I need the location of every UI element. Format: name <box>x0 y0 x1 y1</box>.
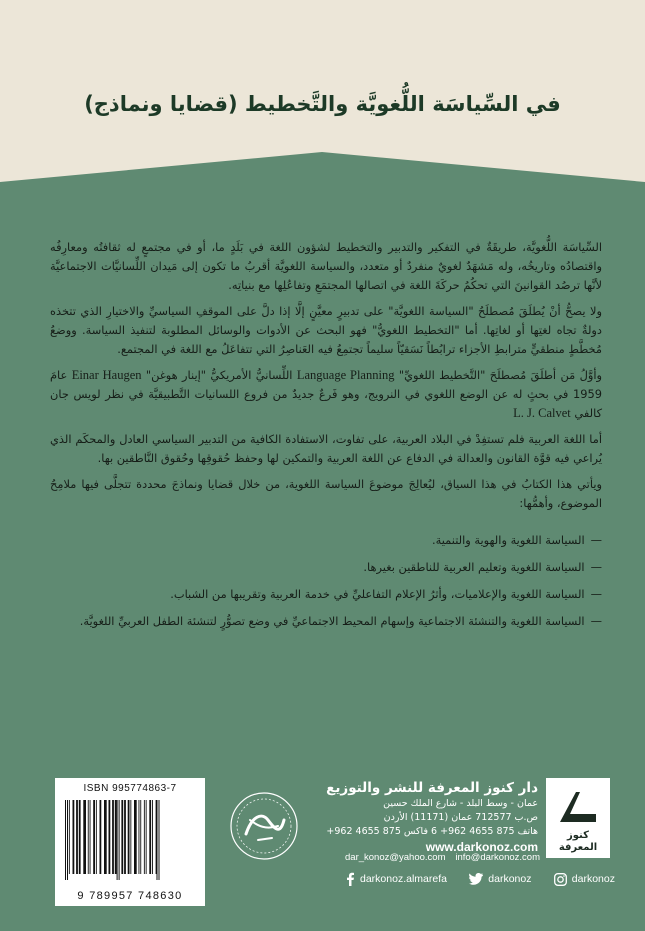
paragraph-2: ولا يصحُّ أنْ يُطلَقَ مُصطلَحُ "السياسة اللغويَّة" على تدبيرٍ معيَّنٍ إلَّا إذا دلَّ على الموقفِ السياسيِّ والاختيارِ الذي تتخذه دولةٌ تجاه لغتِها أو لغاتِها. أما "التخطيط اللغويُّ" فهو البحث عن الأدوات والوسائل المطلوبة لتنفيذ السياسة. ووضعُ مُخطَّطٍ منطقيٍّ مترابطِ الأجزاء ترابُطاً نَسَقيّاً سليماً تجتمِعُ فيه العَناصِرُ التي تتفاعَلُ مع اللغة في المجتمع. <box>50 304 602 356</box>
back-cover-text <box>50 238 602 639</box>
list-item-text: السياسة اللغوية والتنشئة الاجتماعية وإسهام المحيط الاجتماعيِّ في وضع تصوُّرٍ لتنشئة الطفل العربيِّ اللغويَّة. <box>79 614 585 628</box>
list-item <box>50 531 602 550</box>
barcode-bar <box>83 800 86 874</box>
list-item <box>50 585 602 604</box>
signature-seal <box>228 790 300 862</box>
barcode-bar <box>119 800 120 880</box>
email-info[interactable]: info@darkonoz.com <box>455 852 540 863</box>
term-language-planning: Language Planning <box>296 368 395 382</box>
gable-shape <box>0 152 645 248</box>
list-item-text: السياسة اللغوية والهوية والتنمية. <box>432 533 585 547</box>
instagram-handle: darkonoz <box>571 873 615 885</box>
barcode-bar <box>69 800 70 874</box>
logo-mark-icon <box>546 782 610 830</box>
barcode-bar <box>90 800 91 874</box>
barcode-bar <box>146 800 147 874</box>
paragraph-3 <box>50 366 602 423</box>
barcode-bar <box>109 800 111 874</box>
barcode-bar <box>140 800 141 874</box>
barcode-bar <box>73 800 75 874</box>
paragraph-4: أما اللغة العربية فلم تستفِدْ في البلاد العربية، على تفاوت، الاستفادة الكافية من التدبير السياسي العادل والمحكَم الذي يُراعي فيه قوَّة القانون والعدالة في الدفاع عن اللغة العربية والتمكين لها وحفظ حُقوقِها وحُقوق النَّاطقين بها. <box>50 432 602 465</box>
list-item <box>50 558 602 577</box>
logo-text <box>546 830 610 854</box>
twitter-link[interactable] <box>469 873 531 885</box>
isbn-barcode <box>55 778 205 906</box>
barcode-bar <box>157 800 158 880</box>
barcode-bar <box>79 800 81 874</box>
barcode-bar <box>100 800 102 874</box>
publisher-emails <box>345 852 540 863</box>
publisher-phones: هاتف 875 4655 962+ 6 فاكس 875 4655 962+ <box>326 826 538 837</box>
list-item-text: السياسة اللغوية وتعليم العربية للناطقين بغيرها. <box>363 560 585 574</box>
barcode-bars <box>63 800 197 880</box>
facebook-icon <box>345 872 355 886</box>
bullet-dash: — <box>590 587 602 601</box>
barcode-bar <box>65 800 66 880</box>
bullet-dash: — <box>590 533 602 547</box>
twitter-handle: darkonoz <box>488 873 532 885</box>
barcode-bar <box>159 800 160 880</box>
facebook-handle: darkonoz.almarefa <box>360 873 447 885</box>
barcode-bar <box>134 800 137 874</box>
paragraph-1: السِّياسَة اللُّغويَّة، طريقَةٌ في التفكير والتدبير والتخطيط لشؤون اللغة في بَلَدٍ ما، أو في مجتمعٍ له ثقافتُه ومعارِفُه واقتصادُه وتاريخُه، وله مَشهَدٌ لغويٌ منفردٌ أو متعدد، والسياسة اللغويَّة أقربُ ما تكون إلى مَيدان اللِّسانيَّات الاجتماعيَّة لأنَّها ترصُد القوانينَ التي تحكُمُ حركَةَ اللغة في اتصالها المجتمَعِ وتفاعُلِها مع بنياتِه. <box>50 240 602 292</box>
social-links <box>345 872 615 886</box>
email-yahoo[interactable]: dar_konoz@yahoo.com <box>345 852 446 863</box>
barcode-bar <box>149 800 151 874</box>
barcode-bar <box>156 800 157 874</box>
paragraph-3-part-b: اللِّسانيُّ الأمريكيُّ "إينار هوغن" <box>145 368 293 382</box>
barcode-bar <box>144 800 145 874</box>
facebook-link[interactable] <box>345 872 447 886</box>
isbn-digits: 9 789957 748630 <box>77 890 183 902</box>
barcode-bar <box>112 800 114 874</box>
twitter-icon <box>469 873 483 885</box>
barcode-bar <box>139 800 140 874</box>
instagram-icon <box>554 873 567 886</box>
publisher-website[interactable]: www.darkonoz.com <box>425 840 538 854</box>
barcode-bar <box>152 800 153 874</box>
logo-text-line-2: المعرفة <box>558 842 598 853</box>
barcode-bar <box>104 800 107 874</box>
barcode-bar <box>115 800 117 874</box>
barcode-bar <box>128 800 130 874</box>
publisher-logo <box>546 778 610 858</box>
publisher-name: دار كنوز المعرفة للنشر والتوزيع <box>326 780 538 796</box>
topics-list <box>50 531 602 631</box>
barcode-bar <box>117 800 118 880</box>
isbn-label: ISBN 995774863-7 <box>83 783 177 794</box>
barcode-bar <box>67 800 68 880</box>
instagram-link[interactable] <box>554 873 615 886</box>
list-item <box>50 612 602 631</box>
bullet-dash: — <box>590 560 602 574</box>
name-calvet: L. J. Calvet <box>513 406 571 420</box>
publisher-info <box>325 780 538 855</box>
barcode-bar <box>88 800 89 874</box>
paragraph-3-part-c: عامَ 1959 في بحثٍ له عن الوضع اللغوي في النرويج، وهو فَرعٌ جديدٌ من فروع اللسانيات التَّطبيقيَّة في نظر لويس جان كالفي <box>50 368 602 420</box>
paragraph-5: ويأتي هذا الكتابُ في هذا السياق، ليُعالِجَ موضوعَ السياسة اللغوية، من خلال قضايا ونماذجَ محددة تتجلَّى فيها ملامِحُ الموضوع، وأهمُّها: <box>50 477 602 510</box>
publisher-pobox: ص.ب 712577 عمان (11171) الأردن <box>383 812 538 823</box>
book-title: في السِّياسَة اللُّغويَّة والتَّخطيط (قضايا ونماذج) <box>84 92 561 116</box>
barcode-bar <box>96 800 97 874</box>
barcode-bar <box>130 800 131 874</box>
list-item-text: السياسة اللغوية والإعلاميات، وأثرُ الإعلام التفاعليِّ في خدمة العربية وتقريبها من الشباب. <box>170 587 585 601</box>
paragraph-3-part-a: وأوَّلُ مَن أطلَقَ مُصطلَحَ "التَّخطيط اللغويِّ" <box>398 368 603 382</box>
barcode-bar <box>121 800 123 874</box>
barcode-bar <box>76 800 78 874</box>
bullet-dash: — <box>590 614 602 628</box>
logo-text-line-1: كنوز <box>567 830 589 841</box>
publisher-address: عمان - وسط البلد - شارع الملك حسين <box>383 798 538 809</box>
name-einar-haugen: Einar Haugen <box>71 368 142 382</box>
barcode-bar <box>124 800 126 874</box>
barcode-bar <box>93 800 95 874</box>
